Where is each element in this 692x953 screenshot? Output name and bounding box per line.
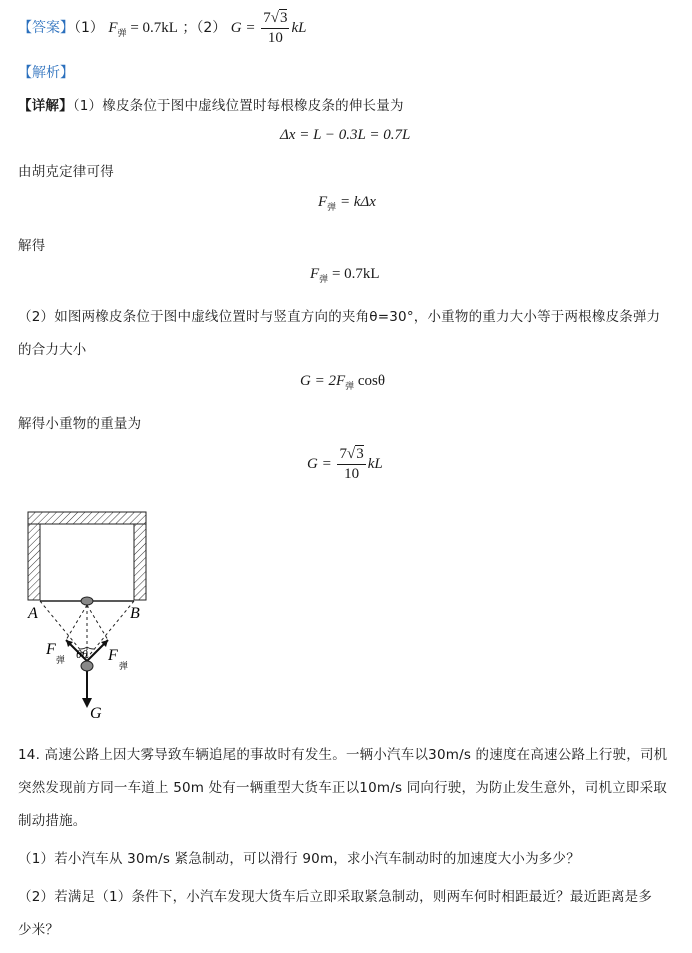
question-line1: 14. 高速公路上因大雾导致车辆追尾的事故时有发生。一辆小汽车以30m/s 的速度在高速公路上行驶，司机 — [18, 747, 668, 763]
question-line3: 制动措施。 — [18, 813, 87, 829]
label-f-right: F — [108, 647, 118, 664]
answer-part1-formula: $F_弹 = 0.7kL$ — [108, 20, 178, 38]
label-a: A — [28, 605, 38, 622]
question-line2: 突然发现前方同一车道上 50m 处有一辆重型大货车正以10m/s 同向行驶，为防止发生意外，司机立即采取 — [18, 780, 668, 796]
answer-tag: 【答案】 — [18, 20, 74, 36]
detail-p5: 解得小重物的重量为 — [18, 416, 142, 432]
label-f-left: F — [46, 641, 56, 658]
answer-line — [18, 10, 306, 46]
answer-part2-label: ；（2） — [182, 20, 227, 36]
weight-initial — [81, 597, 93, 605]
question-sub2-line2: 少米？ — [18, 922, 60, 938]
equation-g-result: G = $\frac{7√3}{10}$ kL — [307, 446, 383, 482]
question-sub2-line1: （2）若满足（1）条件下，小汽车发现大货车后立即采取紧急制动，则两车何时相距最近？最近距离是多 — [18, 889, 653, 905]
question-sub1: （1）若小汽车从 30m/s 紧急制动，可以滑行 90m，求小汽车制动时的加速度大小为多少？ — [18, 851, 580, 867]
analysis-tag: 【解析】 — [18, 65, 74, 81]
label-f-left-sub: 弹 — [56, 656, 66, 666]
frame-left-wall — [28, 524, 40, 600]
answer-part1-label: （1） — [74, 20, 104, 36]
label-f-right-sub: 弹 — [119, 662, 129, 672]
detail-p1: 【详解】（1）橡皮条位于图中虚线位置时每根橡皮条的伸长量为 — [18, 98, 404, 114]
label-b: B — [130, 605, 140, 622]
frame-right-wall — [134, 524, 146, 600]
equation-f-result: $F_弹 = 0.7kL$ — [310, 266, 380, 284]
equation-delta-x: Δx = L − 0.3L = 0.7L — [280, 127, 411, 143]
label-theta: θθ — [76, 647, 88, 661]
frame-top-beam — [28, 512, 146, 524]
equation-g-cos: $G = 2F_弹$ cosθ — [300, 373, 386, 391]
detail-p3: 解得 — [18, 238, 46, 254]
rubber-band-figure — [18, 508, 188, 723]
weight-final — [81, 661, 93, 671]
detail-p4-line2: 的合力大小 — [18, 342, 87, 358]
detail-p4-line1: （2）如图两橡皮条位于图中虚线位置时与竖直方向的夹角θ=30°，小重物的重力大小等于两根橡皮条弹力 — [18, 309, 661, 325]
equation-hooke: $F_弹 = k\Delta x$ — [318, 194, 376, 212]
label-g: G — [90, 705, 102, 722]
answer-part2-formula: G = $\frac{7√3}{10}$ kL — [230, 10, 307, 47]
detail-p2: 由胡克定律可得 — [18, 164, 114, 180]
